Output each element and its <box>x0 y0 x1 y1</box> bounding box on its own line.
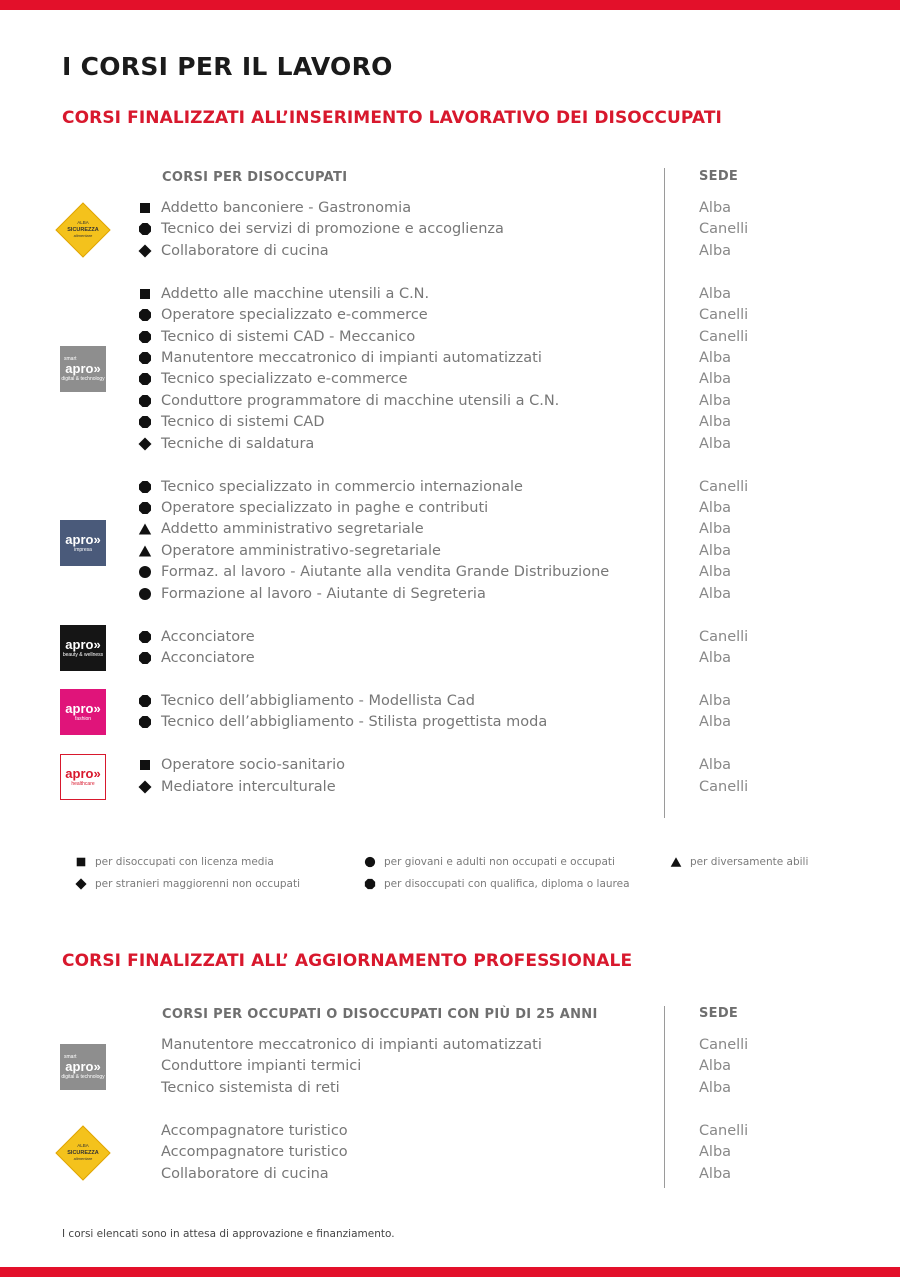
course-sede: Alba <box>699 1144 732 1161</box>
course-name: Manutentore meccatronico di impianti automatizzati <box>161 350 542 366</box>
page-title: I CORSI PER IL LAVORO <box>62 52 393 81</box>
course-row <box>138 477 778 498</box>
logo-apro-smart: smart apro» digital & technology <box>60 346 106 392</box>
logo-apro-healthcare: apro» healthcare <box>60 754 106 800</box>
course-sede: Canelli <box>699 778 749 795</box>
course-row <box>138 327 778 348</box>
footnote: I corsi elencati sono in attesa di approvazione e finanziamento. <box>62 1228 395 1240</box>
course-row <box>138 627 778 648</box>
logo-apro-impresa: apro» impresa <box>60 520 106 566</box>
course-name: Tecnico specializzato e-commerce <box>161 371 408 388</box>
course-name: Tecniche di saldatura <box>161 435 315 452</box>
square-icon <box>75 856 87 868</box>
course-sede: Alba <box>699 564 732 581</box>
course-row <box>138 1164 778 1185</box>
course-sede: Canelli <box>699 1122 749 1139</box>
course-name: Conduttore impianti termici <box>161 1058 362 1075</box>
course-sede: Canelli <box>699 628 749 645</box>
course-sede: Alba <box>699 714 732 731</box>
course-row <box>138 584 778 605</box>
octagon-icon <box>138 372 152 386</box>
circle-icon <box>138 565 152 579</box>
course-name: Accompagnatore turistico <box>161 1144 348 1161</box>
octagon-icon <box>138 501 152 515</box>
legend-text: per disoccupati con licenza media <box>95 856 274 868</box>
section1-courses-header: CORSI PER DISOCCUPATI <box>162 170 348 185</box>
course-sede: Canelli <box>699 307 749 324</box>
course-name: Tecnico di sistemi CAD <box>161 414 325 431</box>
section1-title: CORSI FINALIZZATI ALL’INSERIMENTO LAVORATIVO DEI DISOCCUPATI <box>62 108 722 128</box>
course-sede: Canelli <box>699 1037 749 1053</box>
course-row <box>138 391 778 412</box>
course-name: Operatore socio-sanitario <box>161 757 346 774</box>
course-row <box>138 284 778 305</box>
course-name: Collaboratore di cucina <box>161 1165 329 1182</box>
course-sede: Alba <box>699 242 732 259</box>
course-name: Tecnico specializzato in commercio internazionale <box>161 478 523 495</box>
logo-apro-beauty: apro» beauty & wellness <box>60 625 106 671</box>
course-row <box>138 541 778 562</box>
course-row <box>138 1142 778 1163</box>
logo-sicurezza-alimentare <box>60 1130 106 1176</box>
course-row <box>138 412 778 433</box>
course-sede: Alba <box>699 350 732 366</box>
course-row <box>138 691 778 712</box>
course-row <box>138 219 778 240</box>
bottom-red-bar <box>0 1267 900 1277</box>
svg-text:SICUREZZA: SICUREZZA <box>67 227 99 234</box>
course-name: Tecnico dell’abbigliamento - Modellista Cad <box>161 693 476 709</box>
course-name: Addetto banconiere - Gastronomia <box>161 200 412 216</box>
course-sede: Alba <box>699 757 732 774</box>
course-sede: Canelli <box>699 221 749 238</box>
section2-title: CORSI FINALIZZATI ALL’ AGGIORNAMENTO PROFESSIONALE <box>62 951 633 971</box>
section2-courses-header: CORSI PER OCCUPATI O DISOCCUPATI CON PIÙ DI 25 ANNI <box>162 1007 598 1022</box>
octagon-icon <box>138 480 152 494</box>
octagon-icon <box>138 694 152 708</box>
logo-apro-smart: smart apro» digital & technology <box>60 1044 106 1090</box>
octagon-icon <box>138 222 152 236</box>
square-icon <box>138 758 152 772</box>
course-name: Addetto amministrativo segretariale <box>161 521 424 538</box>
course-name: Addetto alle macchine utensili a C.N. <box>161 285 430 302</box>
course-name: Operatore specializzato in paghe e contributi <box>161 500 489 516</box>
course-sede: Alba <box>699 200 732 216</box>
course-row <box>138 1035 778 1056</box>
octagon-icon <box>364 878 376 890</box>
diamond-icon <box>138 244 152 258</box>
course-name: Collaboratore di cucina <box>161 242 329 259</box>
course-row <box>138 198 778 219</box>
course-row <box>138 241 778 262</box>
course-row <box>138 1121 778 1142</box>
section1-sede-header: SEDE <box>699 169 739 184</box>
svg-text:SICUREZZA: SICUREZZA <box>67 1149 99 1156</box>
course-sede: Alba <box>699 392 732 409</box>
course-row <box>138 712 778 733</box>
course-name: Tecnico sistemista di reti <box>161 1079 340 1096</box>
square-icon <box>138 287 152 301</box>
octagon-icon <box>138 394 152 408</box>
course-sede: Alba <box>699 1079 732 1096</box>
course-row <box>138 755 778 776</box>
logo-sicurezza-alimentare <box>60 207 106 253</box>
course-row <box>138 1056 778 1077</box>
legend-text: per diversamente abili <box>690 856 809 868</box>
circle-icon <box>364 856 376 868</box>
diamond-icon <box>138 780 152 794</box>
logo-apro-fashion: apro» fashion <box>60 689 106 735</box>
svg-text:alimentare: alimentare <box>73 1155 93 1161</box>
octagon-icon <box>138 415 152 429</box>
octagon-icon <box>138 715 152 729</box>
course-name: Operatore amministrativo-segretariale <box>161 542 441 559</box>
course-row <box>138 777 778 798</box>
course-sede: Alba <box>699 285 732 302</box>
course-row <box>138 1078 778 1099</box>
diamond-icon <box>138 437 152 451</box>
course-row <box>138 348 778 369</box>
course-sede: Alba <box>699 500 732 516</box>
octagon-icon <box>138 308 152 322</box>
course-sede: Alba <box>699 650 732 666</box>
octagon-icon <box>138 351 152 365</box>
course-name: Operatore specializzato e-commerce <box>161 307 428 324</box>
svg-text:ALBA: ALBA <box>77 220 89 226</box>
course-sede: Canelli <box>699 328 749 345</box>
course-sede: Alba <box>699 371 732 388</box>
diamond-icon <box>75 878 87 890</box>
section2-sede-header: SEDE <box>699 1006 739 1021</box>
course-sede: Alba <box>699 414 732 431</box>
octagon-icon <box>138 630 152 644</box>
triangle-icon <box>138 544 152 558</box>
legend-text: per stranieri maggiorenni non occupati <box>95 878 300 890</box>
course-row <box>138 498 778 519</box>
svg-text:ALBA: ALBA <box>77 1142 89 1148</box>
course-name: Manutentore meccatronico di impianti automatizzati <box>161 1037 542 1053</box>
course-name: Tecnico dell’abbigliamento - Stilista progettista moda <box>161 714 548 731</box>
legend-text: per disoccupati con qualifica, diploma o laurea <box>384 878 630 890</box>
course-name: Conduttore programmatore di macchine utensili a C.N. <box>161 392 560 409</box>
legend-text: per giovani e adulti non occupati e occupati <box>384 856 615 868</box>
course-sede: Alba <box>699 521 732 538</box>
octagon-icon <box>138 651 152 665</box>
course-row <box>138 305 778 326</box>
course-row <box>138 434 778 455</box>
course-name: Mediatore interculturale <box>161 778 336 795</box>
svg-text:alimentare: alimentare <box>73 233 93 239</box>
course-sede: Alba <box>699 1058 732 1075</box>
course-name: Acconciatore <box>161 628 255 645</box>
course-row <box>138 562 778 583</box>
course-sede: Alba <box>699 693 732 709</box>
square-icon <box>138 201 152 215</box>
course-name: Accompagnatore turistico <box>161 1122 348 1139</box>
octagon-icon <box>138 330 152 344</box>
course-sede: Alba <box>699 1165 732 1182</box>
course-name: Acconciatore <box>161 650 255 666</box>
course-name: Formazione al lavoro - Aiutante di Segreteria <box>161 585 486 602</box>
course-name: Tecnico di sistemi CAD - Meccanico <box>161 328 416 345</box>
course-sede: Canelli <box>699 478 749 495</box>
course-row <box>138 519 778 540</box>
course-sede: Alba <box>699 585 732 602</box>
course-name: Tecnico dei servizi di promozione e accoglienza <box>161 221 504 238</box>
course-sede: Alba <box>699 435 732 452</box>
top-red-bar <box>0 0 900 10</box>
course-row <box>138 369 778 390</box>
course-name: Formaz. al lavoro - Aiutante alla vendita Grande Distribuzione <box>161 564 610 581</box>
circle-icon <box>138 587 152 601</box>
course-row <box>138 648 778 669</box>
triangle-icon <box>670 856 682 868</box>
course-sede: Alba <box>699 542 732 559</box>
triangle-icon <box>138 522 152 536</box>
